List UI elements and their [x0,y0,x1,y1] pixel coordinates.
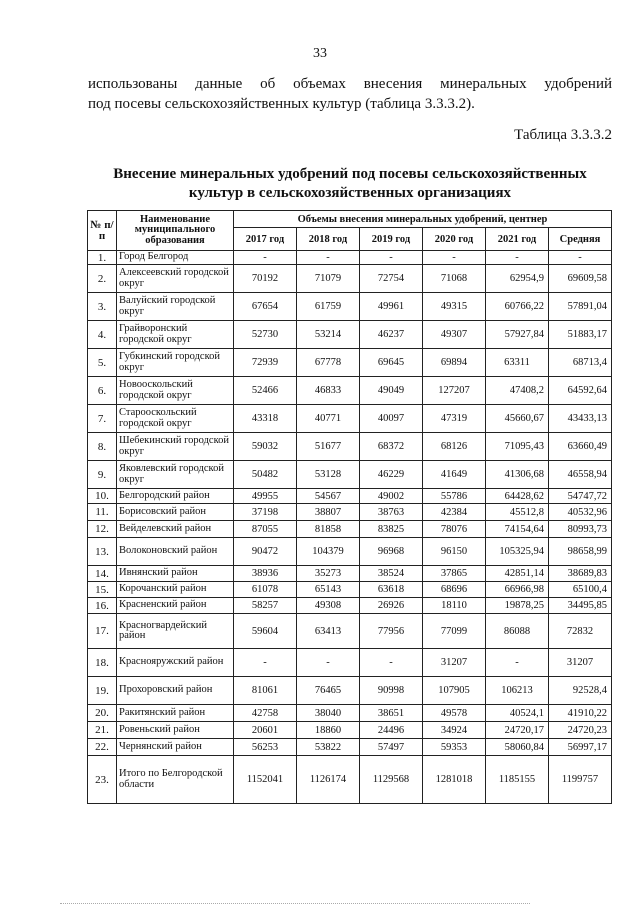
table-row [88,649,612,677]
row-number: 18. [88,649,117,677]
row-value-cell: 43318 [234,405,297,433]
row-value-cell: 69894 [423,349,486,377]
table-title-line-1: Внесение минеральных удобрений под посевы сельскохозяйственных [113,166,587,182]
row-value-cell: 59032 [234,433,297,461]
table-row [88,349,612,377]
header-num: № п/п [88,211,117,251]
row-municipality-name: Яковлевский городской округ [117,461,234,489]
row-number: 20. [88,705,117,722]
bottom-rule [60,903,530,904]
row-number: 17. [88,614,117,649]
row-value-cell: 40771 [297,405,360,433]
row-value-cell: 63618 [360,582,423,598]
row-municipality-name: Губкинский городской округ [117,349,234,377]
row-value-cell: 104379 [297,538,360,566]
row-value-cell: 81858 [297,521,360,538]
row-value-cell: 1199757 [549,756,612,804]
row-municipality-name: Валуйский городской округ [117,293,234,321]
row-value-cell: 38040 [297,705,360,722]
row-value-cell: 38936 [234,566,297,582]
row-number: 22. [88,739,117,756]
row-value-cell: 40097 [360,405,423,433]
row-value-cell: 81061 [234,677,297,705]
row-value-cell: 49307 [423,321,486,349]
row-value-cell: 59353 [423,739,486,756]
row-number: 1. [88,251,117,265]
row-municipality-name: Борисовский район [117,504,234,521]
row-value-cell: 46833 [297,377,360,405]
table-row [88,461,612,489]
row-value-cell: 54747,72 [549,489,612,504]
row-value-cell: 18110 [423,598,486,614]
row-value-cell: 46229 [360,461,423,489]
row-value-cell: 98658,99 [549,538,612,566]
row-value-cell: 53128 [297,461,360,489]
row-value-cell: 34495,85 [549,598,612,614]
table-row [88,521,612,538]
row-value-cell: 55786 [423,489,486,504]
table-row [88,756,612,804]
row-number: 21. [88,722,117,739]
row-number: 10. [88,489,117,504]
row-value-cell: 42758 [234,705,297,722]
row-number: 12. [88,521,117,538]
row-value-cell: 49049 [360,377,423,405]
row-municipality-name: Ивнянский район [117,566,234,582]
row-value-cell: 77956 [360,614,423,649]
row-municipality-name: Волоконовский район [117,538,234,566]
row-value-cell: 63660,49 [549,433,612,461]
intro-line-2: под посевы сельскохозяйственных культур (таблица 3.3.3.2). [88,96,475,112]
table-row [88,677,612,705]
row-value-cell: 72754 [360,265,423,293]
row-value-cell: 47408,2 [486,377,549,405]
row-value-cell: 31207 [549,649,612,677]
row-value-cell: 71068 [423,265,486,293]
header-year: Средняя [549,228,612,251]
header-name: Наименование муниципального образования [117,211,234,251]
row-value-cell: 61759 [297,293,360,321]
row-value-cell: 58257 [234,598,297,614]
row-value-cell: - [486,251,549,265]
row-value-cell: 105325,94 [486,538,549,566]
table-title [60,165,640,203]
row-number: 3. [88,293,117,321]
table-row [88,614,612,649]
header-year: 2020 год [423,228,486,251]
table-row [88,265,612,293]
table-title-line-2: культур в сельскохозяйственных организациях [188,185,512,201]
row-value-cell: 106213 [486,677,549,705]
row-number: 2. [88,265,117,293]
row-value-cell: - [360,251,423,265]
row-value-cell: 49955 [234,489,297,504]
row-municipality-name: Корочанский район [117,582,234,598]
row-value-cell: 65100,4 [549,582,612,598]
row-value-cell: - [549,251,612,265]
row-value-cell: 72939 [234,349,297,377]
row-value-cell: - [423,251,486,265]
row-value-cell: 96968 [360,538,423,566]
table-row [88,489,612,504]
row-value-cell: 38807 [297,504,360,521]
row-value-cell: 35273 [297,566,360,582]
row-number: 6. [88,377,117,405]
row-value-cell: 31207 [423,649,486,677]
row-value-cell: 1185155 [486,756,549,804]
row-value-cell: 41910,22 [549,705,612,722]
row-value-cell: 58060,84 [486,739,549,756]
row-value-cell: 96150 [423,538,486,566]
intro-line-1: использованы данные об объемах внесения минеральных удобрений [88,76,612,92]
row-value-cell: 71079 [297,265,360,293]
row-value-cell: 52730 [234,321,297,349]
table-row [88,405,612,433]
row-number: 13. [88,538,117,566]
row-value-cell: 107905 [423,677,486,705]
row-value-cell: 92528,4 [549,677,612,705]
header-year: 2018 год [297,228,360,251]
table-row [88,566,612,582]
row-number: 23. [88,756,117,804]
row-value-cell: 37198 [234,504,297,521]
row-value-cell: 68696 [423,582,486,598]
row-value-cell: 47319 [423,405,486,433]
row-value-cell: 41306,68 [486,461,549,489]
row-value-cell: 45660,67 [486,405,549,433]
row-value-cell: 49308 [297,598,360,614]
row-value-cell: 19878,25 [486,598,549,614]
row-municipality-name: Город Белгород [117,251,234,265]
row-value-cell: 42384 [423,504,486,521]
row-value-cell: 68126 [423,433,486,461]
row-number: 14. [88,566,117,582]
row-value-cell: 57927,84 [486,321,549,349]
row-value-cell: 64592,64 [549,377,612,405]
row-value-cell: 87055 [234,521,297,538]
row-value-cell: 40524,1 [486,705,549,722]
row-value-cell: 76465 [297,677,360,705]
row-municipality-name: Красногвардейский район [117,614,234,649]
row-value-cell: 46237 [360,321,423,349]
table-row [88,705,612,722]
row-value-cell: 26926 [360,598,423,614]
row-value-cell: 64428,62 [486,489,549,504]
row-value-cell: 74154,64 [486,521,549,538]
table-row [88,433,612,461]
intro-paragraph [88,74,612,114]
fertilizer-table [87,210,612,804]
row-value-cell: 61078 [234,582,297,598]
row-value-cell: - [297,251,360,265]
row-municipality-name: Белгородский район [117,489,234,504]
row-value-cell: 52466 [234,377,297,405]
row-value-cell: 57891,04 [549,293,612,321]
row-number: 4. [88,321,117,349]
row-municipality-name: Грайворонский городской округ [117,321,234,349]
header-volumes: Объемы внесения минеральных удобрений, центнер [234,211,612,228]
row-value-cell: 83825 [360,521,423,538]
table-row [88,504,612,521]
table-row [88,582,612,598]
table-row [88,598,612,614]
row-value-cell: 90472 [234,538,297,566]
row-value-cell: 86088 [486,614,549,649]
row-value-cell: 62954,9 [486,265,549,293]
row-value-cell: 127207 [423,377,486,405]
row-value-cell: 63311 [486,349,549,377]
row-value-cell: 51883,17 [549,321,612,349]
row-number: 11. [88,504,117,521]
row-municipality-name: Итого по Белгородской области [117,756,234,804]
row-value-cell: 24720,17 [486,722,549,739]
row-municipality-name: Старооскольский городской округ [117,405,234,433]
header-year: 2021 год [486,228,549,251]
row-value-cell: 38689,83 [549,566,612,582]
row-value-cell: 24496 [360,722,423,739]
row-municipality-name: Прохоровский район [117,677,234,705]
row-value-cell: - [234,251,297,265]
row-value-cell: 1281018 [423,756,486,804]
row-number: 8. [88,433,117,461]
row-value-cell: 69645 [360,349,423,377]
row-municipality-name: Новооскольский городской округ [117,377,234,405]
row-value-cell: 24720,23 [549,722,612,739]
row-value-cell: 42851,14 [486,566,549,582]
table-label: Таблица 3.3.3.2 [514,127,612,143]
row-value-cell: 49961 [360,293,423,321]
row-number: 15. [88,582,117,598]
row-value-cell: 49002 [360,489,423,504]
table-row [88,251,612,265]
row-municipality-name: Чернянский район [117,739,234,756]
row-value-cell: 49578 [423,705,486,722]
row-number: 7. [88,405,117,433]
row-value-cell: 1129568 [360,756,423,804]
row-value-cell: 43433,13 [549,405,612,433]
row-value-cell: 53214 [297,321,360,349]
row-value-cell: 65143 [297,582,360,598]
row-value-cell: 49315 [423,293,486,321]
row-value-cell: 67654 [234,293,297,321]
table-row [88,739,612,756]
row-value-cell: 60766,22 [486,293,549,321]
row-value-cell: 71095,43 [486,433,549,461]
row-value-cell: 45512,8 [486,504,549,521]
row-municipality-name: Алексеевский городской округ [117,265,234,293]
row-value-cell: 20601 [234,722,297,739]
row-value-cell: 66966,98 [486,582,549,598]
row-value-cell: 41649 [423,461,486,489]
row-municipality-name: Вейделевский район [117,521,234,538]
row-value-cell: 80993,73 [549,521,612,538]
row-number: 9. [88,461,117,489]
row-value-cell: 57497 [360,739,423,756]
row-value-cell: 46558,94 [549,461,612,489]
row-value-cell: 68372 [360,433,423,461]
row-value-cell: 53822 [297,739,360,756]
table-row [88,321,612,349]
header-year: 2017 год [234,228,297,251]
row-number: 16. [88,598,117,614]
row-value-cell: 90998 [360,677,423,705]
row-value-cell: 77099 [423,614,486,649]
row-value-cell: 40532,96 [549,504,612,521]
row-value-cell: 59604 [234,614,297,649]
row-value-cell: - [297,649,360,677]
row-municipality-name: Красненский район [117,598,234,614]
row-value-cell: 38651 [360,705,423,722]
row-municipality-name: Ракитянский район [117,705,234,722]
row-municipality-name: Ровеньский район [117,722,234,739]
row-value-cell: 54567 [297,489,360,504]
table-row [88,538,612,566]
row-value-cell: 50482 [234,461,297,489]
row-value-cell: 34924 [423,722,486,739]
row-number: 5. [88,349,117,377]
row-value-cell: - [360,649,423,677]
table-row [88,377,612,405]
row-municipality-name: Шебекинский городской округ [117,433,234,461]
row-value-cell: 70192 [234,265,297,293]
row-value-cell: 51677 [297,433,360,461]
table-row [88,722,612,739]
row-value-cell: 38763 [360,504,423,521]
row-value-cell: 67778 [297,349,360,377]
row-value-cell: 1126174 [297,756,360,804]
row-value-cell: 18860 [297,722,360,739]
row-number: 19. [88,677,117,705]
row-value-cell: 63413 [297,614,360,649]
row-value-cell: 69609,58 [549,265,612,293]
row-value-cell: 37865 [423,566,486,582]
row-value-cell: - [486,649,549,677]
row-value-cell: 72832 [549,614,612,649]
row-value-cell: 78076 [423,521,486,538]
row-value-cell: 68713,4 [549,349,612,377]
row-value-cell: 56253 [234,739,297,756]
row-value-cell: - [234,649,297,677]
table-row [88,293,612,321]
row-municipality-name: Краснояружский район [117,649,234,677]
row-value-cell: 1152041 [234,756,297,804]
header-year: 2019 год [360,228,423,251]
row-value-cell: 38524 [360,566,423,582]
page-number: 33 [313,46,327,61]
row-value-cell: 56997,17 [549,739,612,756]
